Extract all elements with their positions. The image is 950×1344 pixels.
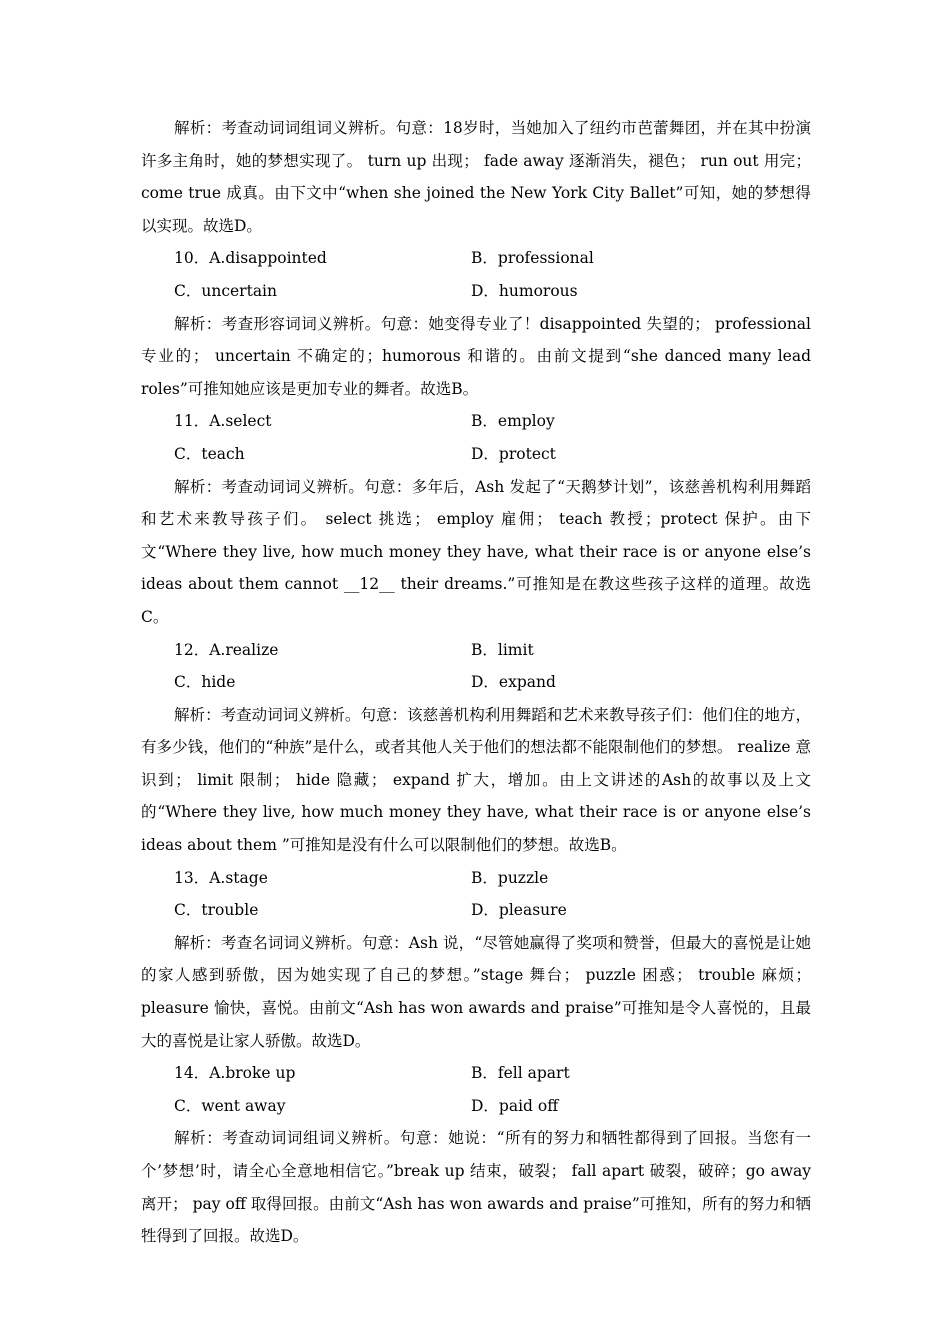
option-d: D．paid off (471, 1096, 559, 1115)
option-d: D．expand (471, 673, 556, 692)
option-row (141, 894, 811, 927)
explanation-paragraph: 解析：考查动词词组词义辨析。句意：18岁时，当她加入了纽约市芭蕾舞团，并在其中扮演许多主角时，她的梦想实现了。 turn up 出现； fade away 逐渐消失，褪色； run out 用完；come true 成真。由下文中“when she joined the New York City Ballet”可知，她的梦想得以实现。故选D。 (141, 119, 811, 235)
option-c: C．trouble (174, 901, 259, 920)
option-a: 10．A.disappointed (174, 249, 327, 268)
option-d: D．humorous (471, 281, 578, 300)
option-row (141, 438, 811, 471)
option-row (141, 666, 811, 699)
explanation-paragraph: 解析：考查动词词义辨析。句意：多年后，Ash 发起了“天鹅梦计划”，该慈善机构利用舞蹈和艺术来教导孩子们。 select 挑选； employ 雇佣； teach 教授；protect 保护。由下文“Where they live, how much money they have, what their race is or anyone else’s ideas about them cannot __12__ their dreams.”可推知是在教这些孩子这样的道理。故选C。 (141, 477, 811, 626)
option-d: D．pleasure (471, 901, 567, 920)
option-b: B．fell apart (471, 1064, 570, 1083)
option-a: 13．A.stage (174, 868, 268, 887)
document-content (141, 112, 811, 1253)
option-c: C．hide (174, 673, 236, 692)
option-b: B．professional (471, 249, 594, 268)
option-row (141, 1057, 811, 1090)
option-row (141, 275, 811, 308)
option-b: B．puzzle (471, 868, 549, 887)
option-row (141, 405, 811, 438)
option-c: C．went away (174, 1096, 286, 1115)
option-row (141, 862, 811, 895)
explanation-paragraph: 解析：考查动词词义辨析。句意：该慈善机构利用舞蹈和艺术来教导孩子们：他们住的地方，有多少钱，他们的“种族”是什么，或者其他人关于他们的想法都不能限制他们的梦想。 realize 意识到； limit 限制； hide 隐藏； expand 扩大，增加。由上文讲述的Ash的故事以及上文的“Where they live, how much money they have, what their race is or anyone else’s ideas about them ”可推知是没有什么可以限制他们的梦想。故选B。 (141, 705, 811, 855)
option-row (141, 1090, 811, 1123)
explanation-paragraph: 解析：考查形容词词义辨析。句意：她变得专业了！disappointed 失望的； professional 专业的； uncertain 不确定的；humorous 和谐的。由前文提到“she danced many lead roles”可推知她应该是更加专业的舞者。故选B。 (141, 314, 811, 398)
option-a: 14．A.broke up (174, 1064, 296, 1083)
option-d: D．protect (471, 444, 556, 463)
option-a: 12．A.realize (174, 640, 279, 659)
option-b: B．limit (471, 640, 534, 659)
explanation-paragraph: 解析：考查名词词义辨析。句意：Ash 说，“尽管她赢得了奖项和赞誉，但最大的喜悦是让她的家人感到骄傲，因为她实现了自己的梦想。”stage 舞台； puzzle 困惑； trouble 麻烦；pleasure 愉快，喜悦。由前文“Ash has won awards and praise”可推知是令人喜悦的，且最大的喜悦是让家人骄傲。故选D。 (141, 933, 811, 1050)
explanation-paragraph: 解析：考查动词词组词义辨析。句意：她说：“所有的努力和牺牲都得到了回报。当您有一个’梦想’时，请全心全意地相信它。”break up 结束，破裂； fall apart 破裂，破碎；go away 离开； pay off 取得回报。由前文“Ash has won awards and praise”可推知，所有的努力和牺牲得到了回报。故选D。 (141, 1129, 811, 1246)
option-c: C．uncertain (174, 281, 277, 300)
option-row (141, 634, 811, 667)
option-a: 11．A.select (174, 412, 272, 431)
option-c: C．teach (174, 444, 245, 463)
option-row (141, 242, 811, 275)
option-b: B．employ (471, 412, 555, 431)
